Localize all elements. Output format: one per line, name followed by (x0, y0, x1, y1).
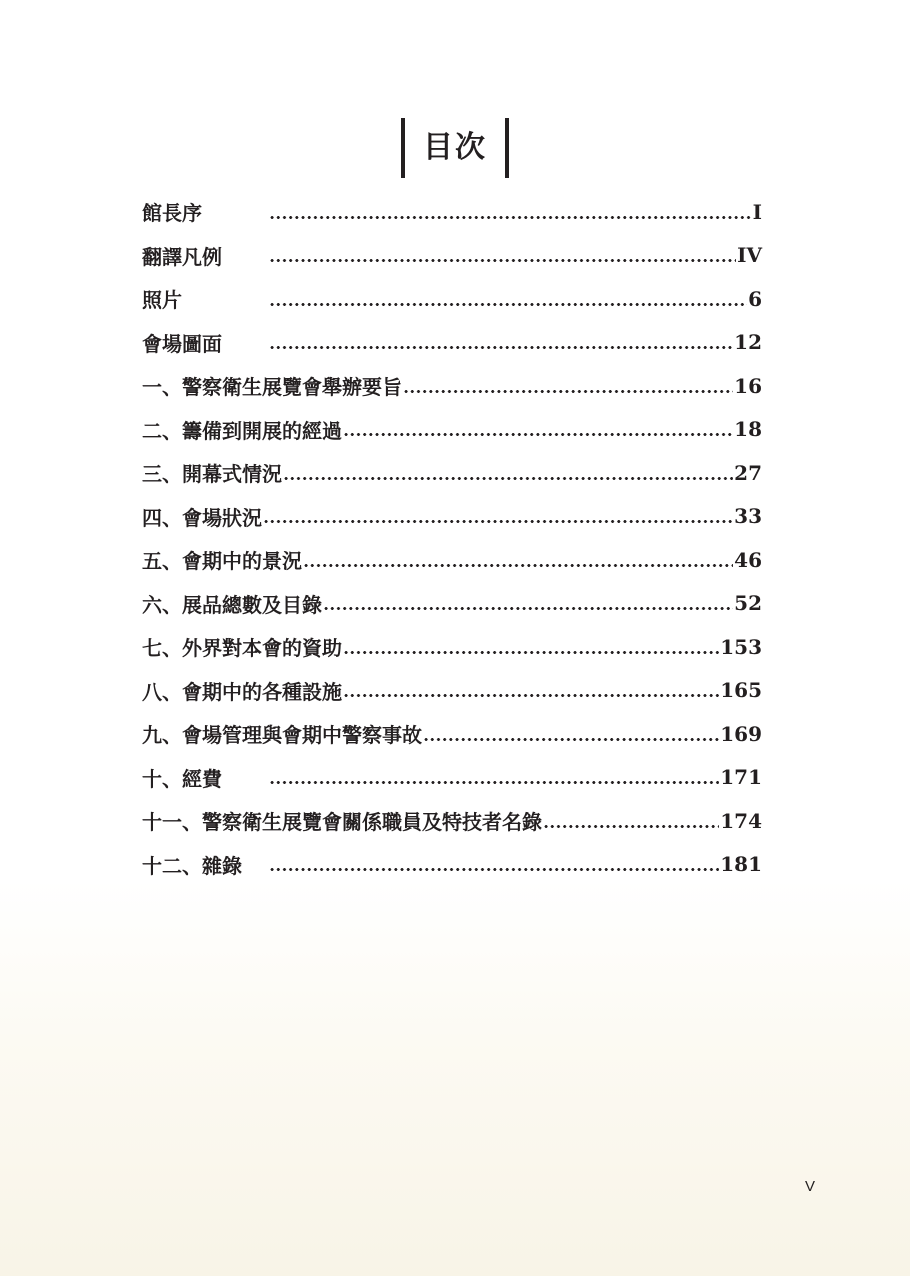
table-of-contents (142, 190, 762, 886)
toc-entry-page: 6 (748, 286, 762, 311)
toc-leader-dots (269, 287, 747, 311)
toc-entry[interactable] (142, 625, 762, 669)
toc-entry[interactable] (142, 495, 762, 539)
toc-entry[interactable] (142, 582, 762, 626)
toc-entry-label: 會場圖面 (142, 331, 222, 356)
toc-entry-label: 六、展品總數及目錄 (142, 592, 322, 617)
toc-leader-dots (269, 765, 719, 789)
toc-entry-page: 153 (720, 634, 762, 659)
toc-leader-dots (269, 330, 733, 354)
toc-leader-dots (343, 417, 733, 441)
toc-entry-page: 165 (720, 678, 762, 703)
toc-leader-dots (403, 374, 733, 398)
toc-leader-dots (269, 200, 752, 224)
toc-leader-dots (343, 678, 719, 702)
toc-entry[interactable] (142, 190, 762, 234)
toc-entry-page: 27 (734, 460, 762, 485)
toc-entry-page: IV (737, 243, 762, 268)
toc-entry[interactable] (142, 277, 762, 321)
page-title: 目次 (423, 130, 487, 165)
toc-entry-page: 174 (720, 808, 762, 833)
toc-entry[interactable] (142, 234, 762, 278)
title-right-bar (505, 118, 509, 178)
toc-entry-label: 八、會期中的各種設施 (142, 679, 342, 704)
toc-entry-page: 46 (734, 547, 762, 572)
toc-heading (0, 118, 910, 178)
toc-entry-page: 181 (720, 852, 762, 877)
toc-entry[interactable] (142, 799, 762, 843)
toc-entry-label: 十一、警察衛生展覽會關係職員及特技者名錄 (142, 810, 542, 835)
toc-entry-label: 二、籌備到開展的經過 (142, 418, 342, 443)
toc-entry-label: 照片 (142, 288, 182, 313)
toc-entry-page: 16 (734, 373, 762, 398)
toc-entry[interactable] (142, 321, 762, 365)
toc-entry-label: 十二、雜錄 (142, 853, 242, 878)
toc-entry[interactable] (142, 451, 762, 495)
toc-entry-label: 翻譯凡例 (142, 244, 222, 269)
toc-entry[interactable] (142, 364, 762, 408)
toc-entry[interactable] (142, 538, 762, 582)
toc-entry-label: 四、會場狀況 (142, 505, 262, 530)
toc-entry-page: 169 (720, 721, 762, 746)
toc-leader-dots (269, 852, 719, 876)
toc-leader-dots (269, 243, 736, 267)
toc-entry[interactable] (142, 843, 762, 887)
toc-entry-page: 18 (734, 417, 762, 442)
toc-entry-page: 12 (734, 330, 762, 355)
toc-entry-page: I (752, 199, 762, 224)
toc-entry-page: 171 (720, 765, 762, 790)
toc-leader-dots (263, 504, 733, 528)
toc-leader-dots (423, 722, 719, 746)
toc-entry-label: 七、外界對本會的資助 (142, 636, 342, 661)
toc-entry-label: 三、開幕式情況 (142, 462, 282, 487)
toc-entry-label: 一、警察衛生展覽會舉辦要旨 (142, 375, 402, 400)
toc-leader-dots (303, 548, 733, 572)
toc-entry[interactable] (142, 712, 762, 756)
toc-entry-page: 52 (734, 591, 762, 616)
toc-entry[interactable] (142, 756, 762, 800)
page-number: V (805, 1178, 816, 1195)
toc-entry-label: 館長序 (142, 201, 202, 226)
toc-entry[interactable] (142, 669, 762, 713)
toc-leader-dots (343, 635, 719, 659)
toc-leader-dots (283, 461, 733, 485)
toc-entry-label: 九、會場管理與會期中警察事故 (142, 723, 422, 748)
toc-leader-dots (323, 591, 733, 615)
toc-entry[interactable] (142, 408, 762, 452)
toc-entry-page: 33 (734, 504, 762, 529)
toc-entry-label: 五、會期中的景況 (142, 549, 302, 574)
toc-leader-dots (543, 809, 719, 833)
toc-entry-label: 十、經費 (142, 766, 222, 791)
